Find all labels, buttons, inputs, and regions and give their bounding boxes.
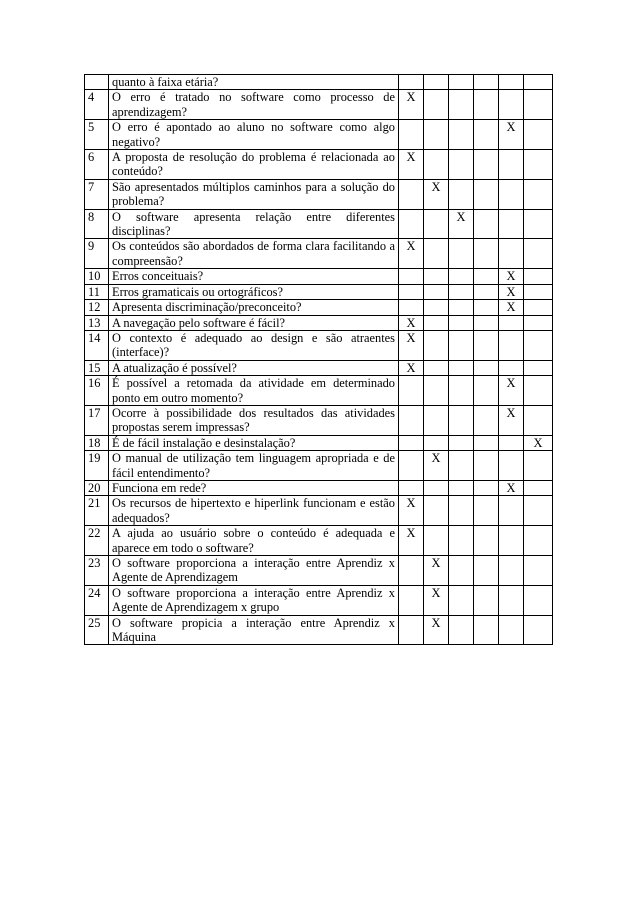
rating-cell — [474, 615, 499, 645]
rating-cell: X — [424, 556, 449, 586]
table-row — [85, 496, 553, 526]
rating-cell — [499, 90, 524, 120]
rating-cell — [524, 405, 553, 435]
rating-cell — [524, 526, 553, 556]
criterion-text: A atualização é possível? — [109, 360, 399, 375]
rating-cell — [424, 405, 449, 435]
item-number: 4 — [85, 90, 109, 120]
item-number: 18 — [85, 435, 109, 450]
rating-cell — [424, 75, 449, 90]
rating-cell: X — [399, 315, 424, 330]
rating-cell: X — [399, 496, 424, 526]
rating-cell — [399, 451, 424, 481]
table-row — [85, 585, 553, 615]
rating-cell — [524, 179, 553, 209]
rating-cell — [499, 496, 524, 526]
rating-cell — [449, 360, 474, 375]
rating-cell — [474, 376, 499, 406]
rating-cell — [499, 209, 524, 239]
table-row — [85, 405, 553, 435]
rating-cell — [474, 75, 499, 90]
rating-cell — [524, 300, 553, 315]
rating-cell — [424, 496, 449, 526]
rating-cell: X — [399, 239, 424, 269]
rating-cell: X — [424, 179, 449, 209]
rating-cell — [449, 75, 474, 90]
table-row — [85, 615, 553, 645]
rating-cell — [524, 556, 553, 586]
rating-cell: X — [499, 480, 524, 495]
rating-cell — [424, 315, 449, 330]
rating-cell — [474, 330, 499, 360]
rating-cell — [474, 496, 499, 526]
table-row — [85, 90, 553, 120]
criterion-text: É possível a retomada da atividade em determinado ponto em outro momento? — [109, 376, 399, 406]
rating-cell — [449, 526, 474, 556]
criterion-text: quanto à faixa etária? — [109, 75, 399, 90]
rating-cell — [449, 330, 474, 360]
table-row — [85, 179, 553, 209]
rating-cell — [399, 480, 424, 495]
rating-cell — [524, 269, 553, 284]
rating-cell — [449, 615, 474, 645]
rating-cell — [424, 360, 449, 375]
rating-cell — [449, 300, 474, 315]
table-row — [85, 526, 553, 556]
rating-cell — [449, 269, 474, 284]
rating-cell — [399, 585, 424, 615]
rating-cell — [399, 120, 424, 150]
rating-cell — [399, 435, 424, 450]
criterion-text: A proposta de resolução do problema é relacionada ao conteúdo? — [109, 150, 399, 180]
table-row — [85, 239, 553, 269]
table-row — [85, 330, 553, 360]
rating-cell — [424, 209, 449, 239]
rating-cell: X — [399, 526, 424, 556]
item-number: 14 — [85, 330, 109, 360]
rating-cell — [424, 376, 449, 406]
table-row — [85, 451, 553, 481]
item-number: 20 — [85, 480, 109, 495]
rating-cell: X — [499, 405, 524, 435]
rating-cell — [524, 239, 553, 269]
rating-cell: X — [424, 451, 449, 481]
table-row — [85, 209, 553, 239]
rating-cell — [399, 300, 424, 315]
rating-cell — [474, 480, 499, 495]
rating-cell: X — [449, 209, 474, 239]
rating-cell — [524, 120, 553, 150]
rating-cell — [499, 330, 524, 360]
rating-cell — [449, 90, 474, 120]
rating-cell — [449, 376, 474, 406]
rating-cell — [399, 179, 424, 209]
item-number: 5 — [85, 120, 109, 150]
rating-cell — [524, 315, 553, 330]
criterion-text: Ocorre à possibilidade dos resultados das atividades propostas serem impressas? — [109, 405, 399, 435]
rating-cell — [499, 75, 524, 90]
rating-cell — [449, 480, 474, 495]
rating-cell — [499, 435, 524, 450]
rating-cell — [524, 209, 553, 239]
rating-cell — [449, 120, 474, 150]
rating-cell — [449, 496, 474, 526]
item-number: 25 — [85, 615, 109, 645]
rating-cell — [474, 435, 499, 450]
rating-cell: X — [499, 120, 524, 150]
rating-cell — [424, 300, 449, 315]
rating-cell — [399, 405, 424, 435]
rating-cell — [524, 585, 553, 615]
rating-cell — [474, 269, 499, 284]
checklist-body — [85, 75, 553, 645]
rating-cell — [449, 315, 474, 330]
item-number: 19 — [85, 451, 109, 481]
table-row — [85, 376, 553, 406]
criterion-text: Erros gramaticais ou ortográficos? — [109, 284, 399, 299]
criterion-text: É de fácil instalação e desinstalação? — [109, 435, 399, 450]
rating-cell — [524, 376, 553, 406]
criterion-text: O erro é tratado no software como processo de aprendizagem? — [109, 90, 399, 120]
item-number: 24 — [85, 585, 109, 615]
rating-cell — [474, 209, 499, 239]
rating-cell — [424, 330, 449, 360]
table-row — [85, 556, 553, 586]
table-row — [85, 300, 553, 315]
criterion-text: Funciona em rede? — [109, 480, 399, 495]
rating-cell — [399, 376, 424, 406]
rating-cell — [399, 284, 424, 299]
table-row — [85, 435, 553, 450]
rating-cell — [449, 179, 474, 209]
rating-cell — [474, 360, 499, 375]
rating-cell — [524, 496, 553, 526]
rating-cell: X — [399, 90, 424, 120]
rating-cell: X — [499, 300, 524, 315]
rating-cell — [424, 480, 449, 495]
criterion-text: O software proporciona a interação entre Aprendiz x Agente de Aprendizagem x grupo — [109, 585, 399, 615]
item-number: 11 — [85, 284, 109, 299]
criterion-text: A navegação pelo software é fácil? — [109, 315, 399, 330]
rating-cell: X — [399, 150, 424, 180]
rating-cell — [474, 556, 499, 586]
rating-cell — [424, 150, 449, 180]
criterion-text: O software propicia a interação entre Aprendiz x Máquina — [109, 615, 399, 645]
rating-cell — [499, 360, 524, 375]
rating-cell — [499, 451, 524, 481]
rating-cell — [424, 120, 449, 150]
criterion-text: O contexto é adequado ao design e são atraentes (interface)? — [109, 330, 399, 360]
criterion-text: Os conteúdos são abordados de forma clara facilitando a compreensão? — [109, 239, 399, 269]
rating-cell — [499, 556, 524, 586]
item-number — [85, 75, 109, 90]
rating-cell — [449, 405, 474, 435]
criterion-text: A ajuda ao usuário sobre o conteúdo é adequada e aparece em todo o software? — [109, 526, 399, 556]
rating-cell: X — [399, 360, 424, 375]
item-number: 8 — [85, 209, 109, 239]
rating-cell — [499, 179, 524, 209]
rating-cell — [449, 284, 474, 299]
rating-cell — [474, 405, 499, 435]
table-row — [85, 150, 553, 180]
rating-cell — [524, 90, 553, 120]
rating-cell — [424, 435, 449, 450]
rating-cell: X — [424, 585, 449, 615]
criterion-text: Apresenta discriminação/preconceito? — [109, 300, 399, 315]
rating-cell — [399, 209, 424, 239]
item-number: 23 — [85, 556, 109, 586]
item-number: 22 — [85, 526, 109, 556]
criterion-text: O erro é apontado ao aluno no software como algo negativo? — [109, 120, 399, 150]
criterion-text: Os recursos de hipertexto e hiperlink funcionam e estão adequados? — [109, 496, 399, 526]
item-number: 12 — [85, 300, 109, 315]
rating-cell — [424, 239, 449, 269]
table-row — [85, 480, 553, 495]
item-number: 21 — [85, 496, 109, 526]
rating-cell — [424, 284, 449, 299]
rating-cell — [474, 239, 499, 269]
rating-cell — [424, 90, 449, 120]
rating-cell — [524, 75, 553, 90]
rating-cell — [474, 90, 499, 120]
rating-cell — [474, 120, 499, 150]
rating-cell — [474, 526, 499, 556]
rating-cell — [474, 284, 499, 299]
rating-cell: X — [399, 330, 424, 360]
rating-cell — [474, 585, 499, 615]
item-number: 7 — [85, 179, 109, 209]
rating-cell — [524, 480, 553, 495]
rating-cell — [449, 239, 474, 269]
rating-cell: X — [499, 376, 524, 406]
rating-cell — [524, 360, 553, 375]
rating-cell: X — [424, 615, 449, 645]
rating-cell — [499, 585, 524, 615]
rating-cell — [524, 330, 553, 360]
table-row — [85, 269, 553, 284]
rating-cell — [399, 556, 424, 586]
rating-cell — [424, 269, 449, 284]
rating-cell: X — [499, 269, 524, 284]
item-number: 16 — [85, 376, 109, 406]
rating-cell — [499, 615, 524, 645]
rating-cell — [524, 451, 553, 481]
criterion-text: O manual de utilização tem linguagem apropriada e de fácil entendimento? — [109, 451, 399, 481]
rating-cell — [399, 615, 424, 645]
criterion-text: Erros conceituais? — [109, 269, 399, 284]
rating-cell — [449, 585, 474, 615]
table-row — [85, 75, 553, 90]
rating-cell — [449, 556, 474, 586]
rating-cell — [524, 615, 553, 645]
rating-cell — [499, 150, 524, 180]
rating-cell — [449, 435, 474, 450]
rating-cell — [474, 150, 499, 180]
criterion-text: São apresentados múltiplos caminhos para a solução do problema? — [109, 179, 399, 209]
criterion-text: O software apresenta relação entre diferentes disciplinas? — [109, 209, 399, 239]
rating-cell — [424, 526, 449, 556]
criterion-text: O software proporciona a interação entre Aprendiz x Agente de Aprendizagem — [109, 556, 399, 586]
rating-cell — [449, 451, 474, 481]
rating-cell — [524, 284, 553, 299]
item-number: 15 — [85, 360, 109, 375]
rating-cell — [399, 269, 424, 284]
rating-cell — [474, 300, 499, 315]
table-row — [85, 360, 553, 375]
item-number: 17 — [85, 405, 109, 435]
item-number: 10 — [85, 269, 109, 284]
rating-cell — [474, 315, 499, 330]
table-row — [85, 120, 553, 150]
rating-cell — [474, 451, 499, 481]
item-number: 6 — [85, 150, 109, 180]
rating-cell — [474, 179, 499, 209]
rating-cell: X — [499, 284, 524, 299]
evaluation-checklist-table — [84, 74, 553, 645]
rating-cell: X — [524, 435, 553, 450]
item-number: 9 — [85, 239, 109, 269]
rating-cell — [499, 239, 524, 269]
rating-cell — [449, 150, 474, 180]
rating-cell — [524, 150, 553, 180]
item-number: 13 — [85, 315, 109, 330]
rating-cell — [499, 315, 524, 330]
table-row — [85, 284, 553, 299]
rating-cell — [499, 526, 524, 556]
rating-cell — [399, 75, 424, 90]
table-row — [85, 315, 553, 330]
